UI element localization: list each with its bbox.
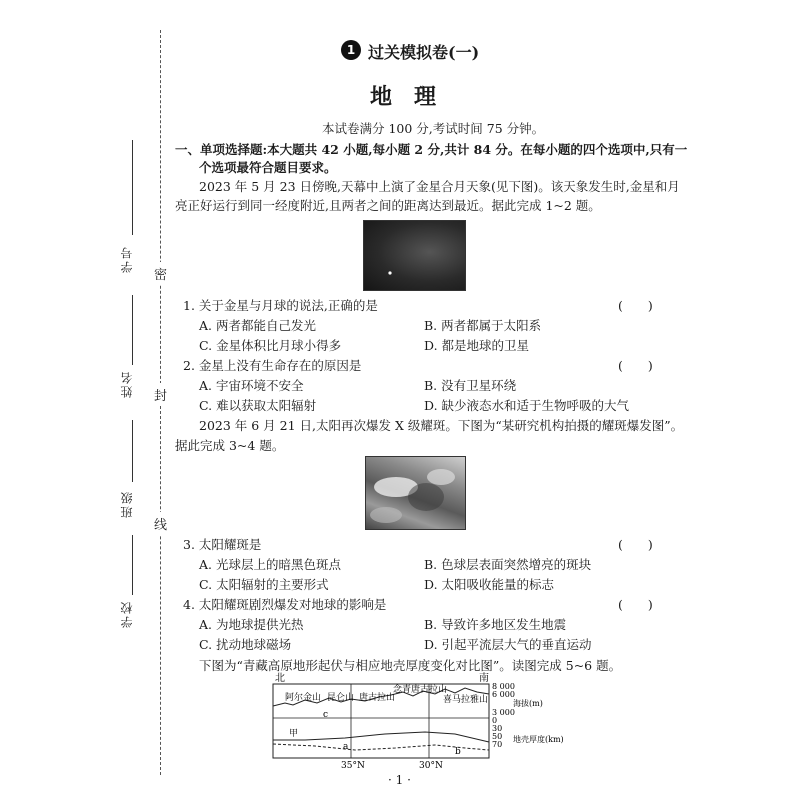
seal-char-xian: 线 — [154, 512, 167, 535]
mountain-label-tanggula: 唐古拉山 — [359, 693, 396, 703]
q3-option-a[interactable]: A. 光球层上的暗黑色斑点 — [199, 557, 341, 572]
crust-solid-line — [273, 732, 489, 742]
seal-char-mi: 密 — [154, 262, 167, 285]
crust-unit: 地壳厚度(km) — [513, 735, 564, 744]
q4-option-c[interactable]: C. 扰动地球磁场 — [199, 637, 292, 652]
solar-flare-photo — [365, 456, 466, 530]
label-b: b — [455, 747, 461, 757]
passage3-line1: 下图为“青藏高原地形起伏与相应地壳厚度变化对比图”。读图完成 5~6 题。 — [199, 658, 622, 673]
section-title-line2: 个选项最符合题目要求。 — [199, 160, 337, 175]
school-field[interactable] — [132, 535, 133, 595]
label-c: c — [323, 710, 329, 720]
mountain-label-himalaya: 喜马拉雅山 — [443, 695, 489, 705]
q4-answer-slot[interactable]: ( ) — [618, 597, 653, 612]
north-label: 北 — [275, 673, 285, 684]
tick-70: 70 — [492, 740, 503, 749]
q3-option-c[interactable]: C. 太阳辐射的主要形式 — [199, 577, 329, 592]
mountain-label-altun: 阿尔金山 — [285, 693, 322, 703]
q3-stem: 3. 太阳耀斑是 — [183, 537, 262, 552]
q3-option-b[interactable]: B. 色球层表面突然增亮的斑块 — [424, 557, 592, 572]
page-number: · 1 · — [388, 773, 411, 787]
q2-option-c[interactable]: C. 难以获取太阳辐射 — [199, 398, 317, 413]
q2-option-a[interactable]: A. 宇宙环境不安全 — [199, 378, 304, 393]
q4-option-a[interactable]: A. 为地球提供光热 — [199, 617, 304, 632]
q1-answer-slot[interactable]: ( ) — [618, 298, 653, 313]
passage1-line2: 亮正好运行到同一经度附近,且两者之间的距离达到最近。据此完成 1~2 题。 — [175, 198, 601, 213]
q1-stem: 1. 关于金星与月球的说法,正确的是 — [183, 298, 378, 313]
mountain-label-kunlun: 昆仑山 — [327, 693, 355, 703]
label-jia: 甲 — [289, 729, 299, 739]
section-title-line1: 一、单项选择题:本大题共 42 小题,每小题 2 分,共计 84 分。在每小题的四个选项中,只有一 — [175, 142, 688, 157]
terrain-crust-diagram — [255, 670, 564, 771]
flare-texture-icon — [366, 457, 465, 529]
crescent-moon-icon — [364, 221, 465, 290]
tick-50: 50 — [492, 732, 503, 741]
tick-8000: 8 000 — [492, 682, 515, 691]
passage1-line1: 2023 年 5 月 23 日傍晚,天幕中上演了金星合月天象(见下图)。该天象发生时,金星和月 — [199, 179, 680, 194]
series-title: 过关模拟卷(一) — [368, 43, 480, 62]
name-field[interactable] — [132, 295, 133, 365]
lat-35-label: 35°N — [341, 761, 365, 771]
q4-option-d[interactable]: D. 引起平流层大气的垂直运动 — [424, 637, 592, 652]
q1-option-d[interactable]: D. 都是地球的卫星 — [424, 338, 530, 353]
venus-moon-photo — [363, 220, 466, 291]
tick-6000: 6 000 — [492, 690, 515, 699]
student-id-label: 学号 — [120, 245, 134, 273]
tick-30: 30 — [492, 724, 503, 733]
lat-30-label: 30°N — [419, 761, 443, 771]
q2-stem: 2. 金星上没有生命存在的原因是 — [183, 358, 362, 373]
q1-option-a[interactable]: A. 两者都能自己发光 — [199, 318, 316, 333]
q2-option-d[interactable]: D. 缺少液态水和适于生物呼吸的大气 — [424, 398, 630, 413]
q4-option-b[interactable]: B. 导致许多地区发生地震 — [424, 617, 567, 632]
q1-option-c[interactable]: C. 金星体积比月球小得多 — [199, 338, 342, 353]
elevation-unit: 海拔(m) — [513, 699, 543, 708]
q4-stem: 4. 太阳耀斑剧烈爆发对地球的影响是 — [183, 597, 387, 612]
tick-3000: 3 000 — [492, 708, 515, 717]
student-id-field[interactable] — [132, 140, 133, 235]
school-label: 学校 — [120, 600, 134, 628]
exam-info: 本试卷满分 100 分,考试时间 75 分钟。 — [322, 121, 545, 136]
name-label: 姓名 — [120, 370, 134, 398]
seal-char-feng: 封 — [154, 383, 167, 406]
q2-answer-slot[interactable]: ( ) — [618, 358, 653, 373]
passage2-line2: 据此完成 3~4 题。 — [175, 438, 285, 453]
subject-title: 地理 — [370, 84, 459, 110]
tick-0: 0 — [492, 716, 498, 725]
paper-number-badge: 1 — [341, 40, 361, 60]
class-label: 班级 — [120, 490, 134, 518]
passage2-line1: 2023 年 6 月 21 日,太阳再次爆发 X 级耀斑。下图为“某研究机构拍摄的耀斑爆发图”。 — [199, 418, 684, 433]
q3-option-d[interactable]: D. 太阳吸收能量的标志 — [424, 577, 555, 592]
q2-option-b[interactable]: B. 没有卫星环绕 — [424, 378, 517, 393]
label-a: a — [343, 742, 349, 752]
mountain-label-nyenchen: 念青唐古拉山 — [393, 685, 448, 695]
venus-dot — [388, 271, 391, 274]
class-field[interactable] — [132, 420, 133, 482]
q3-answer-slot[interactable]: ( ) — [618, 537, 653, 552]
south-label: 南 — [479, 673, 489, 684]
q1-option-b[interactable]: B. 两者都属于太阳系 — [424, 318, 542, 333]
